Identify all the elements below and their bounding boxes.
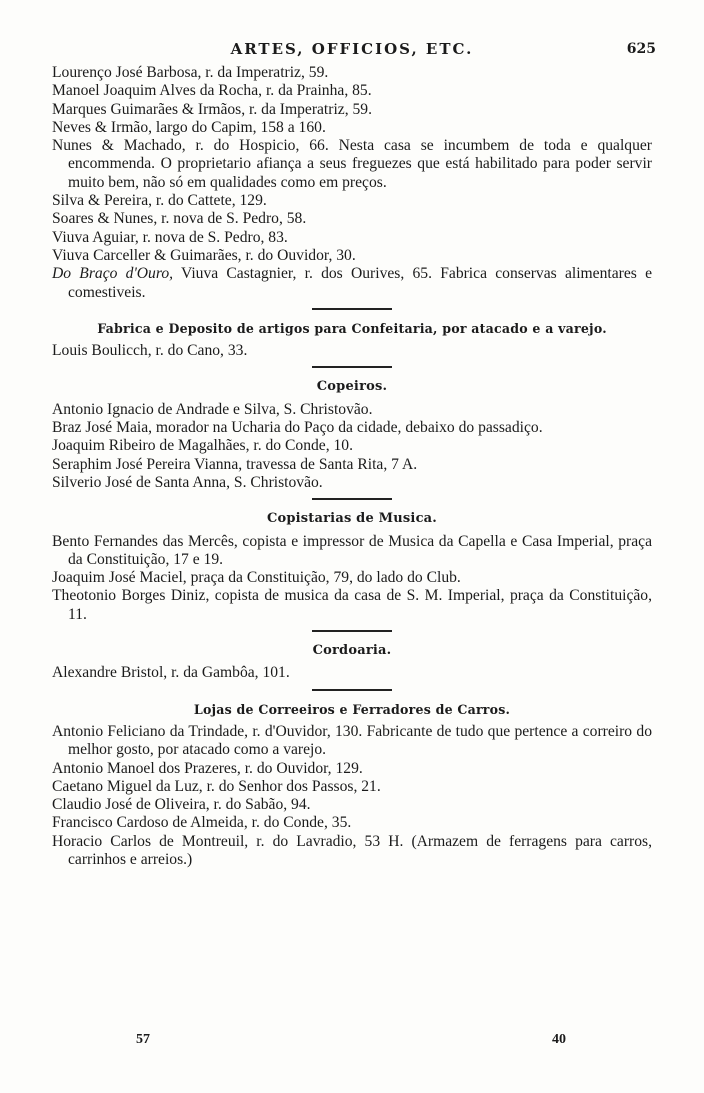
directory-entry: Neves & Irmão, largo do Capim, 158 a 160. — [52, 118, 326, 136]
directory-entry: Antonio Feliciano da Trindade, r. d'Ouvidor, 130. Fabricante de tudo que pertence a correiro do melhor gosto, por atacado como a varejo. — [52, 722, 652, 759]
running-title: ARTES, OFFICIOS, ETC. — [230, 40, 474, 58]
directory-entry: Soares & Nunes, r. nova de S. Pedro, 58. — [52, 210, 307, 228]
directory-entry: Horacio Carlos de Montreuil, r. do Lavradio, 53 H. (Armazem de ferragens para carros, carrinhos e arreios.) — [52, 832, 652, 868]
directory-entry: Lourenço José Barbosa, r. da Imperatriz, 59. — [52, 64, 329, 81]
section-divider — [312, 689, 392, 691]
signature-mark-left: 57 — [136, 1032, 150, 1047]
running-head — [0, 40, 704, 62]
page-number: 625 — [626, 41, 656, 57]
directory-entry: Joaquim Ribeiro de Magalhães, r. do Conde, 10. — [52, 437, 353, 455]
directory-body — [52, 64, 652, 869]
section-heading: Fabrica e Deposito de artigos para Confeitaria, por atacado e a varejo. — [97, 320, 607, 336]
directory-entry: Nunes & Machado, r. do Hospicio, 66. Nesta casa se incumbem de toda e qualquer encommenda. O proprietario afiança a seus freguezes que está habilitado para poder servir muito bem, não só em qualidades como em preços. — [52, 137, 652, 191]
section-divider — [312, 308, 392, 310]
directory-entry: Seraphim José Pereira Vianna, travessa de Santa Rita, 7 A. — [52, 455, 418, 473]
directory-entry: Marques Guimarães & Irmãos, r. da Imperatriz, 59. — [52, 100, 372, 118]
directory-entry — [52, 265, 652, 302]
section-divider — [312, 366, 392, 368]
directory-entry: Antonio Ignacio de Andrade e Silva, S. Christovão. — [52, 400, 373, 418]
section-divider — [312, 498, 392, 500]
directory-entry: Silva & Pereira, r. do Cattete, 129. — [52, 192, 267, 210]
directory-entry: Braz José Maia, morador na Ucharia do Paço da cidade, debaixo do passadiço. — [52, 419, 543, 437]
directory-entry: Theotonio Borges Diniz, copista de musica da casa de S. M. Imperial, praça da Constituição, 11. — [52, 587, 652, 623]
directory-entry: Joaquim José Maciel, praça da Constituição, 79, do lado do Club. — [52, 569, 461, 587]
directory-entry: Alexandre Bristol, r. da Gambôa, 101. — [52, 664, 290, 682]
directory-entry: Louis Boulicch, r. do Cano, 33. — [52, 342, 248, 360]
directory-entry: Bento Fernandes das Mercês, copista e impressor de Musica da Capella e Casa Imperial, praça da Constituição, 17 e 19. — [52, 532, 652, 568]
signature-mark-right: 40 — [552, 1032, 566, 1047]
shop-name-italic: Do Braço d'Ouro, — [52, 265, 174, 283]
directory-entry: Manoel Joaquim Alves da Rocha, r. da Prainha, 85. — [52, 82, 372, 100]
directory-entry: Francisco Cardoso de Almeida, r. do Conde, 35. — [52, 814, 352, 832]
page-footer — [0, 1032, 704, 1052]
entry-text: Viuva Castagnier, r. dos Ourives, 65. Fabrica conservas alimentares e comestiveis. — [68, 265, 652, 301]
section-heading: Cordoaria. — [312, 643, 392, 659]
directory-entry: Caetano Miguel da Luz, r. do Senhor dos Passos, 21. — [52, 777, 381, 795]
directory-entry: Claudio José de Oliveira, r. do Sabão, 94. — [52, 796, 311, 814]
directory-entry: Viuva Aguiar, r. nova de S. Pedro, 83. — [52, 228, 288, 246]
directory-entry: Silverio José de Santa Anna, S. Christovão. — [52, 473, 323, 491]
section-heading: Copistarias de Musica. — [266, 511, 438, 527]
section-heading: Copeiros. — [316, 379, 388, 395]
section-divider — [312, 630, 392, 632]
section-heading: Lojas de Correeiros e Ferradores de Carros. — [193, 701, 511, 717]
directory-entry: Antonio Manoel dos Prazeres, r. do Ouvidor, 129. — [52, 759, 363, 777]
directory-entry: Viuva Carceller & Guimarães, r. do Ouvidor, 30. — [52, 246, 356, 264]
